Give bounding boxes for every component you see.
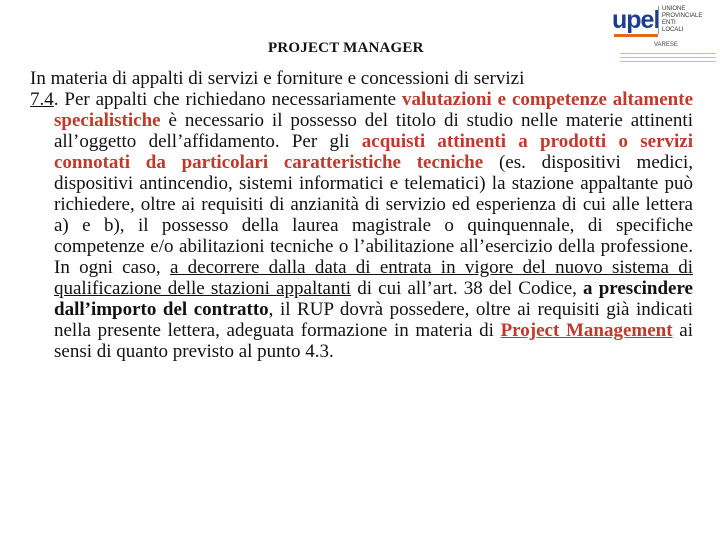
logo-mark: upel (612, 6, 660, 34)
text-span: . Per appalti che richiedano necessariamente (53, 89, 402, 110)
text-span: di cui all’art. 38 del Codice, (351, 278, 584, 299)
text-span: è necessario il possesso del titolo di studio nelle materie attinenti all’oggetto dell’affidamento. Per gli (54, 110, 693, 152)
logo-entity-line: PROVINCIALE (662, 13, 703, 19)
logo-city: VARESE (654, 42, 678, 48)
bold-regardless-amount: a prescindere dall’importo del contratto (54, 278, 693, 320)
text-span: , il RUP dovrà possedere, oltre ai requisiti già indicati nella presente lettera, adeguata formazione in materia di (54, 299, 694, 341)
highlight-project-management: Project Management (500, 320, 673, 341)
highlight-technical-purchases: acquisti attinenti a prodotti o servizi connotati da particolari caratteristiche tecniche (54, 131, 694, 173)
page-title: PROJECT MANAGER (268, 40, 424, 56)
upel-logo (604, 2, 718, 66)
section-paragraph (30, 89, 693, 362)
logo-entity-line: UNIONE (662, 6, 686, 12)
highlight-specialist-skills: valutazioni e competenze altamente specialistiche (54, 89, 693, 131)
logo-entity-name (658, 6, 720, 34)
intro-line: In materia di appalti di servizi e forniture e concessioni di servizi (30, 68, 525, 89)
logo-entity-line: LOCALI (662, 27, 684, 33)
document-body (30, 68, 693, 362)
section-reference: 7.4 (30, 89, 54, 110)
underlined-qualification-system: a decorrere dalla data di entrata in vigore del nuovo sistema di qualificazione delle stazioni appaltanti (54, 257, 693, 299)
text-span: ai sensi di quanto previsto al punto 4.3. (54, 320, 694, 362)
logo-entity-line: ENTI (662, 20, 676, 26)
text-span: (es. dispositivi medici, dispositivi antincendio, sistemi informatici e telematici) la stazione appaltante può richiedere, oltre ai requisiti di anzianità di servizio ed esperienza di cui alle lettera a) e b), il possesso della laurea magistrale o quinquennale, di specifiche competenze e/o abilitazioni tecniche o l’abilitazione all’esercizio della professione. In ogni caso, (54, 152, 693, 278)
logo-fine-print (620, 50, 716, 64)
logo-underline (614, 34, 658, 37)
